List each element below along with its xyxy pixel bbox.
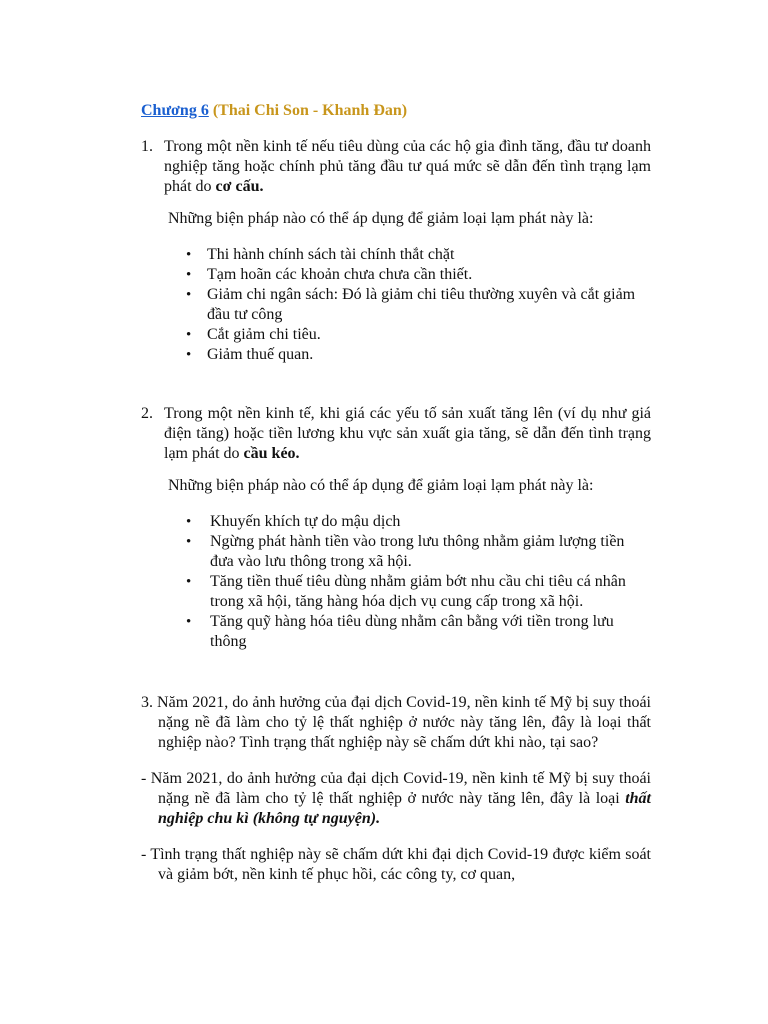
question-1: [141, 137, 651, 197]
chapter-authors: (Thai Chi Son - Khanh Đan): [212, 102, 408, 119]
document-body: [141, 101, 651, 885]
question-2: [141, 404, 651, 464]
bullet-icon: [141, 572, 210, 612]
question-number: 2.: [141, 405, 153, 422]
chapter-heading: [141, 101, 651, 121]
list-item: [141, 612, 651, 652]
spacer: [141, 652, 651, 693]
question-text: [164, 404, 651, 464]
chapter-link[interactable]: Chương 6: [141, 102, 209, 119]
list-item-text: Giảm chi ngân sách: Đó là giảm chi tiêu thường xuyên và cắt giảm đầu tư công: [207, 286, 636, 323]
list-item-text: Tăng tiền thuế tiêu dùng nhằm giảm bớt nhu cầu chi tiêu cá nhân trong xã hội, tăng hàng hóa dịch vụ cung cấp trong xã hội.: [210, 573, 626, 610]
question-body: Trong một nền kinh tế nếu tiêu dùng của các hộ gia đình tăng, đầu tư doanh nghiệp tăng hoặc chính phủ tăng đầu tư quá mức sẽ dẫn đến tình trạng lạm phát do: [164, 138, 651, 195]
measures-intro: Những biện pháp nào có thể áp dụng để giảm loại lạm phát này là:: [168, 477, 594, 494]
list-item: [141, 532, 651, 572]
list-item: [141, 265, 651, 285]
spacer: [141, 365, 651, 404]
bullet-icon: [141, 325, 207, 345]
list-item: [141, 512, 651, 532]
question-answer: cơ cấu.: [215, 178, 264, 195]
question-body: Trong một nền kinh tế, khi giá các yếu tố sản xuất tăng lên (ví dụ như giá điện tăng) hoặc tiền lương khu vực sản xuất gia tăng, sẽ dẫn đến tình trạng lạm phát do: [164, 405, 651, 462]
question-number: 1.: [141, 138, 153, 155]
list-item-text: Giảm thuế quan.: [207, 346, 314, 363]
list-item-text: Tăng quỹ hàng hóa tiêu dùng nhằm cân bằng với tiền trong lưu thông: [210, 613, 614, 650]
measures-list: [141, 512, 651, 652]
question-3: 3. Năm 2021, do ảnh hưởng của đại dịch Covid-19, nền kinh tế Mỹ bị suy thoái nặng nề đã làm cho tỷ lệ thất nghiệp ở nước này tăng lên, đây là loại thất nghiệp nào? Tình trạng thất nghiệp này sẽ chấm dứt khi nào, tại sao?: [141, 694, 651, 751]
bullet-icon: [141, 285, 207, 325]
answer-paragraph-1: [141, 769, 651, 829]
list-item: [141, 345, 651, 365]
list-item: [141, 325, 651, 345]
bullet-icon: [141, 612, 210, 652]
bullet-icon: [141, 265, 207, 285]
list-item: [141, 245, 651, 265]
list-item-text: Ngừng phát hành tiền vào trong lưu thông nhằm giảm lượng tiền đưa vào lưu thông trong xã hội.: [210, 533, 625, 570]
answer-text: - Năm 2021, do ảnh hưởng của đại dịch Covid-19, nền kinh tế Mỹ bị suy thoái nặng nề đã làm cho tỷ lệ thất nghiệp ở nước này tăng lên, đây là loại: [141, 770, 651, 807]
question-answer: cầu kéo.: [243, 445, 300, 462]
bullet-icon: [141, 345, 207, 365]
bullet-icon: [141, 245, 207, 265]
list-item: [141, 285, 651, 325]
answer-paragraph-2: - Tình trạng thất nghiệp này sẽ chấm dứt khi đại dịch Covid-19 được kiểm soát và giảm bớt, nền kinh tế phục hồi, các công ty, cơ quan,: [141, 846, 651, 883]
list-item-text: Tạm hoãn các khoản chưa chưa cần thiết.: [207, 266, 473, 283]
list-item-text: Khuyến khích tự do mậu dịch: [210, 513, 401, 530]
measures-list: [141, 245, 651, 365]
bullet-icon: [141, 512, 210, 532]
list-item-text: Cắt giảm chi tiêu.: [207, 326, 321, 343]
list-item-text: Thi hành chính sách tài chính thắt chặt: [207, 246, 455, 263]
question-text: [164, 137, 651, 197]
measures-intro: Những biện pháp nào có thể áp dụng để giảm loại lạm phát này là:: [168, 210, 594, 227]
bullet-icon: [141, 532, 210, 572]
answer-emphasis: thất nghiệp chu kì (không tự nguyện).: [158, 790, 651, 827]
list-item: [141, 572, 651, 612]
